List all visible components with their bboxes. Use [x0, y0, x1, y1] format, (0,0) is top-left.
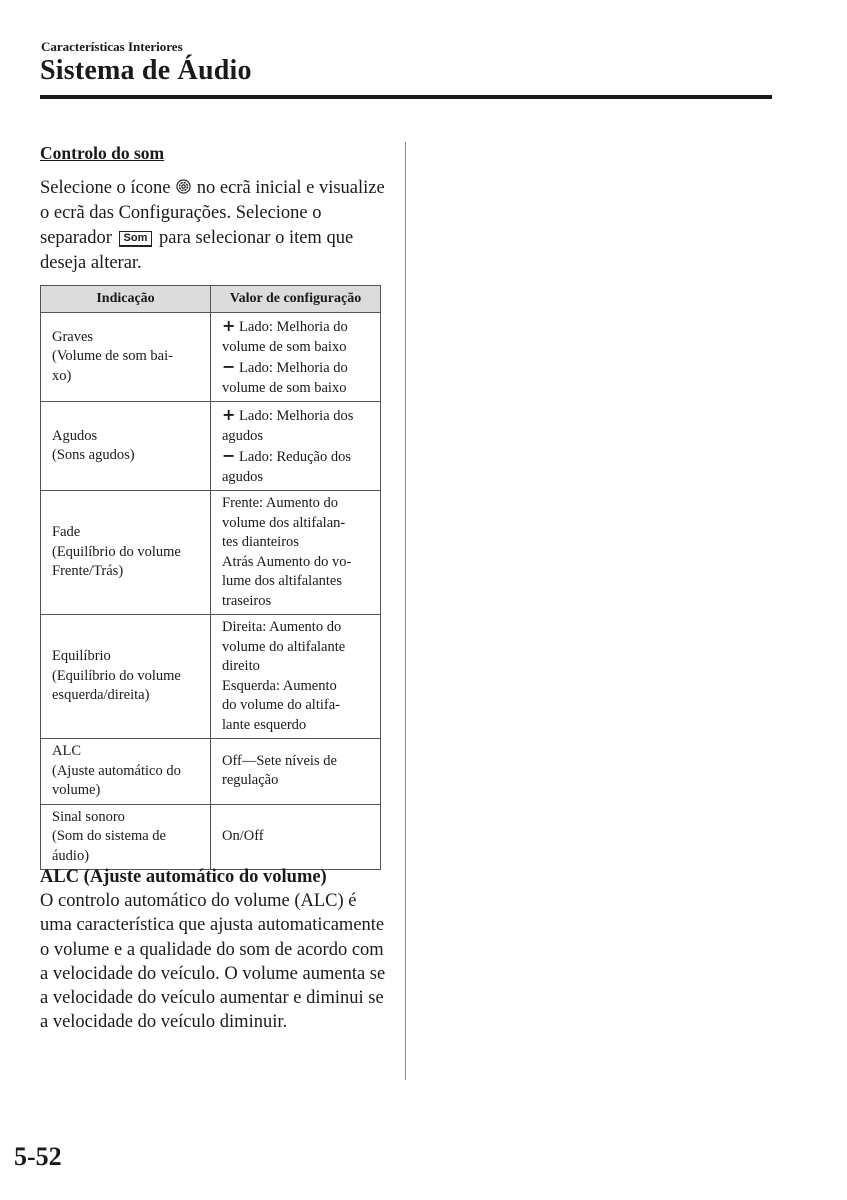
value-cell	[211, 739, 381, 805]
value-line	[222, 553, 372, 573]
indication-line: Graves	[52, 328, 94, 345]
plus-sign: +	[222, 405, 236, 424]
value-text: volume de som baixo	[222, 338, 347, 355]
value-line	[222, 533, 372, 553]
value-line	[222, 357, 372, 379]
table-row	[41, 313, 381, 402]
value-cell	[211, 313, 381, 402]
indication-cell	[41, 491, 211, 615]
value-cell	[211, 615, 381, 739]
table-row	[41, 491, 381, 615]
value-text: traseiros	[222, 592, 272, 609]
value-text: Atrás Aumento do vo-	[222, 553, 352, 570]
indication-cell	[41, 313, 211, 402]
value-line	[222, 468, 372, 488]
value-text: tes dianteiros	[222, 534, 299, 550]
value-line	[222, 316, 372, 338]
value-text: Direita: Aumento do	[222, 619, 342, 635]
value-text: Lado: Melhoria do	[235, 360, 348, 376]
value-line	[222, 771, 372, 791]
header-rule	[40, 95, 772, 99]
value-line	[222, 446, 372, 468]
value-line	[222, 657, 372, 677]
indication-line: (Sons agudos)	[52, 447, 135, 463]
som-tab-label: Som	[119, 231, 153, 247]
settings-table	[40, 285, 381, 870]
indication-line: Agudos	[52, 427, 98, 444]
sound-control-intro	[40, 176, 390, 276]
indication-line: Fade	[52, 524, 81, 541]
value-line	[222, 827, 372, 847]
value-text: agudos	[222, 427, 264, 444]
value-text: volume dos altifalan-	[222, 514, 346, 531]
indication-line: volume)	[52, 782, 101, 798]
value-line	[222, 618, 372, 638]
value-line	[222, 696, 372, 716]
table-row	[41, 739, 381, 805]
value-line	[222, 592, 372, 612]
indication-line: (Ajuste automático do	[52, 762, 181, 779]
table-row	[41, 402, 381, 491]
value-text: Lado: Melhoria do	[235, 319, 348, 335]
value-line	[222, 716, 372, 736]
minus-sign: −	[222, 357, 236, 376]
value-line	[222, 514, 372, 534]
indication-line: áudio)	[52, 847, 90, 864]
value-line	[222, 572, 372, 592]
value-text: Frente: Aumento do	[222, 495, 338, 511]
value-text: On/Off	[222, 828, 264, 844]
value-text: Esquerda: Aumento	[222, 677, 337, 694]
table-row	[41, 615, 381, 739]
indication-line: Sinal sonoro	[52, 808, 125, 825]
indication-line: (Volume de som bai-	[52, 348, 173, 365]
value-line	[222, 494, 372, 514]
table-header-row	[41, 286, 381, 313]
table-row	[41, 804, 381, 870]
indication-line: Frente/Trás)	[52, 563, 124, 580]
indication-cell	[41, 615, 211, 739]
value-text: Lado: Melhoria dos	[235, 408, 354, 424]
value-text: lume dos altifalantes	[222, 573, 342, 589]
header-indication: Indicação	[41, 286, 211, 313]
value-text: regulação	[222, 772, 279, 789]
value-line	[222, 338, 372, 358]
value-line	[222, 677, 372, 697]
value-line	[222, 752, 372, 772]
indication-line: (Equilíbrio do volume	[52, 543, 181, 560]
value-line	[222, 638, 372, 658]
indication-cell	[41, 402, 211, 491]
value-text: Off—Sete níveis de	[222, 752, 337, 769]
indication-line: (Som do sistema de	[52, 828, 166, 844]
plus-sign: +	[222, 316, 236, 335]
section-label: Características Interiores	[41, 39, 183, 54]
minus-sign: −	[222, 446, 236, 465]
value-text: volume do altifalante	[222, 638, 346, 655]
indication-line: Equilíbrio	[52, 648, 111, 665]
indication-line: esquerda/direita)	[52, 687, 150, 704]
value-text: agudos	[222, 468, 264, 485]
page-title: Sistema de Áudio	[40, 55, 252, 86]
value-line	[222, 427, 372, 447]
column-divider	[405, 142, 406, 1080]
value-text: volume de som baixo	[222, 379, 347, 396]
intro-part3: para selecionar o item que deseja alterar.	[40, 228, 354, 273]
page-number: 5-52	[14, 1142, 62, 1171]
value-text: lante esquerdo	[222, 716, 307, 733]
sound-control-heading: Controlo do som	[40, 143, 165, 163]
header-value: Valor de configuração	[211, 286, 381, 313]
intro-part1: Selecione o ícone	[40, 178, 171, 198]
value-cell	[211, 491, 381, 615]
indication-cell	[41, 739, 211, 805]
value-text: do volume do altifa-	[222, 697, 340, 713]
value-line	[222, 379, 372, 399]
value-cell	[211, 804, 381, 870]
value-text: direito	[222, 658, 260, 674]
value-line	[222, 405, 372, 427]
gear-icon	[176, 179, 191, 194]
alc-heading: ALC (Ajuste automático do volume)	[40, 867, 327, 887]
value-cell	[211, 402, 381, 491]
alc-paragraph: O controlo automático do volume (ALC) é uma característica que ajusta automaticamente o volume e a qualidade do som de acordo com a velocidade do veículo. O volume aumenta se a velocidade do veículo aumentar e diminui se a velocidade do veículo diminuir.	[40, 891, 386, 1033]
intro-part2: no ecrã inicial e visualize o ecrã das Configurações. Selecione o separador	[40, 178, 385, 248]
indication-line: (Equilíbrio do volume	[52, 667, 181, 684]
indication-line: ALC	[52, 743, 81, 759]
indication-line: xo)	[52, 367, 72, 384]
indication-cell	[41, 804, 211, 870]
value-text: Lado: Redução dos	[235, 449, 351, 465]
